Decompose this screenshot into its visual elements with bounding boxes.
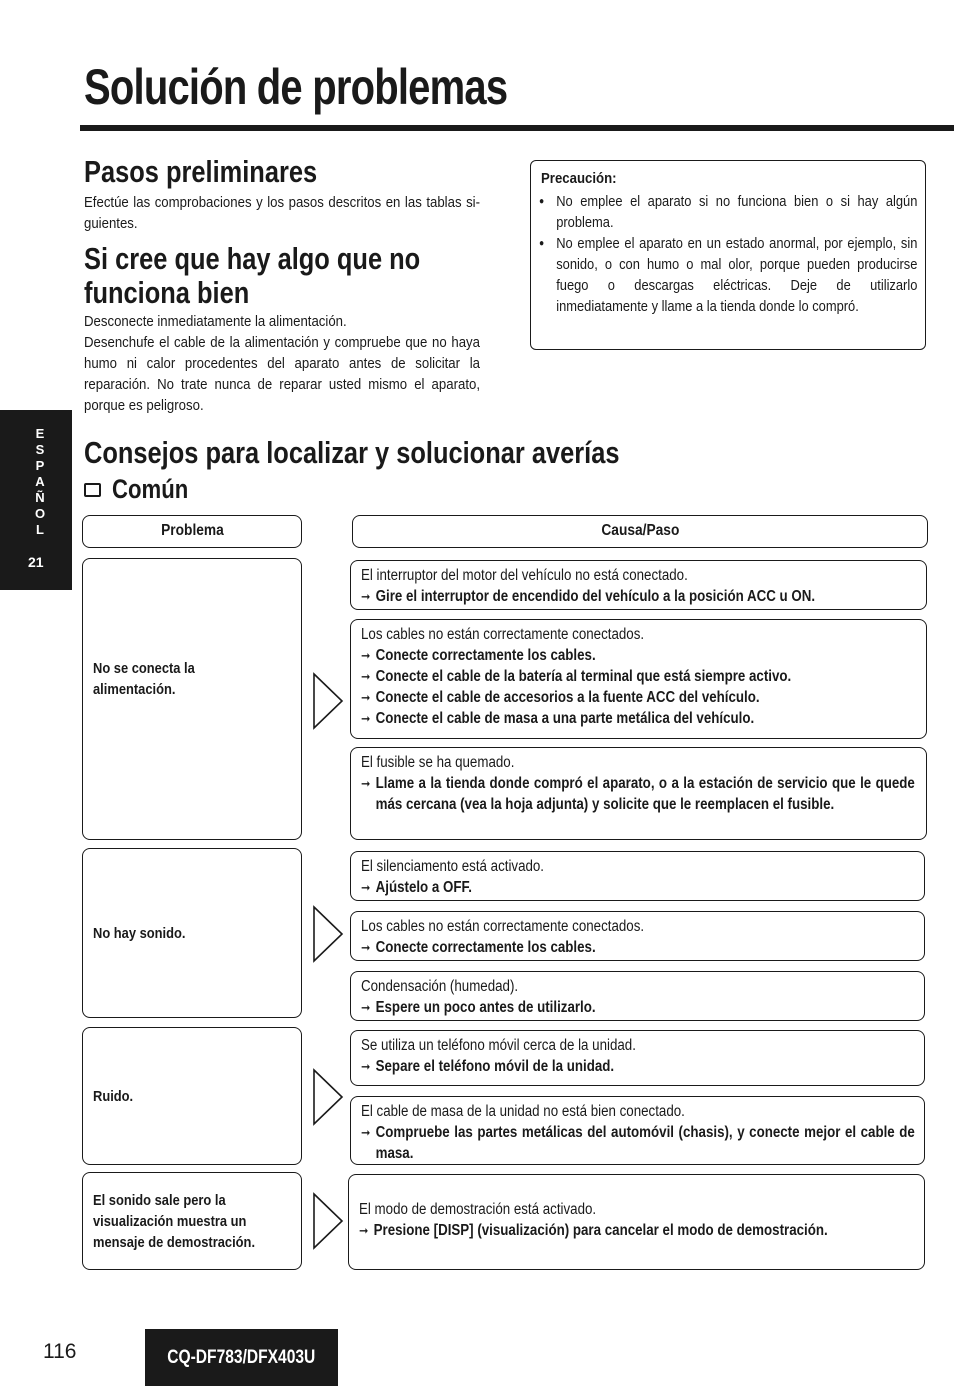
side-tab-letter: E: [35, 426, 45, 441]
cause-box: [350, 911, 925, 961]
cause-text: El silenciamento está activado.: [361, 858, 545, 875]
side-tab-letter: P: [35, 458, 45, 473]
cause-box: [350, 851, 925, 901]
language-side-tab: [0, 410, 72, 590]
problem-label: El sonido sale pero la visualización muestra un mensaje de demostración.: [93, 1191, 256, 1251]
cause-box: [350, 971, 925, 1021]
cause-column-header: [352, 515, 928, 548]
problem-box-power: [82, 558, 302, 840]
cause-box: [350, 560, 927, 610]
precaution-list: [539, 191, 917, 317]
problem-box-demo: [82, 1172, 302, 1270]
side-tab-letter: S: [35, 442, 45, 457]
preliminary-paragraph: Efectúe las comprobaciones y los pasos descritos en las tablas si-guientes.: [84, 194, 480, 232]
cause-text: El modo de demostración está activado.: [359, 1201, 597, 1218]
precaution-item: ● No emplee el aparato si no funciona bien o si hay algún problema.: [539, 191, 917, 233]
cause-step: ➞ Separe el teléfono móvil de la unidad.: [361, 1056, 915, 1077]
page-number: 116: [43, 1340, 77, 1363]
cause-box: [350, 747, 927, 840]
side-tab-letter: Ñ: [35, 490, 45, 505]
arrow-right-icon: [312, 1192, 344, 1250]
preliminary-heading: Pasos preliminares: [84, 154, 318, 189]
precaution-item: ● No emplee el aparato en un estado anormal, por ejemplo, sin sonido, o con humo o mal olor, porque pueden producirse fuego o descargas eléctricas. Deje de utilizarlo inmediatamente y llame a la tienda donde lo compró.: [539, 233, 917, 317]
not-working-text: [84, 311, 480, 416]
arrow-right-icon: [312, 672, 344, 730]
cause-step: ➞ Conecte el cable de masa a una parte metálica del vehículo.: [361, 708, 915, 729]
not-working-paragraph-1: Desconecte inmediatamente la alimentación.: [84, 313, 347, 330]
cause-text: El fusible se ha quemado.: [361, 754, 515, 771]
cause-step: ➞ Gire el interruptor de encendido del vehículo a la posición ACC u ON.: [361, 586, 915, 607]
section-box-icon: [84, 483, 101, 497]
problem-label: Ruido.: [93, 1087, 134, 1105]
cause-step: ➞ Conecte correctamente los cables.: [361, 937, 915, 958]
cause-step: ➞ Conecte correctamente los cables.: [361, 645, 915, 666]
precaution-title: Precaución:: [541, 170, 617, 187]
tips-heading: Consejos para localizar y solucionar averías: [84, 435, 620, 470]
cause-text: El cable de masa de la unidad no está bien conectado.: [361, 1103, 685, 1120]
cause-step: ➞ Espere un poco antes de utilizarlo.: [361, 997, 915, 1018]
cause-text: Los cables no están correctamente conectados.: [361, 918, 645, 935]
not-working-paragraph-2: Desenchufe el cable de la alimentación y compruebe que no haya humo ni calor procedentes del aparato antes de solicitar la reparación. No trate nunca de reparar usted mismo el aparato, porque es peligroso.: [84, 334, 480, 414]
cause-step: ➞ Llame a la tienda donde compró el aparato, o a la estación de servicio que le quede más cercana (vea la hoja adjunta) y solicite que le reemplacen el fusible.: [361, 773, 915, 815]
arrow-right-icon: [312, 1068, 344, 1126]
side-tab-page: 21: [28, 554, 44, 570]
side-tab-letter: L: [36, 522, 44, 537]
cause-text: El interruptor del motor del vehículo no está conectado.: [361, 567, 688, 584]
cause-text: Los cables no están correctamente conectados.: [361, 626, 645, 643]
problem-box-no-sound: [82, 848, 302, 1018]
arrow-right-icon: [312, 905, 344, 963]
side-tab-letter: O: [34, 506, 46, 521]
cause-box: [350, 619, 927, 739]
cause-step: ➞ Compruebe las partes metálicas del automóvil (chasis), y conecte mejor el cable de masa.: [361, 1122, 915, 1164]
problem-column-header: [82, 515, 302, 548]
cause-step: ➞ Presione [DISP] (visualización) para cancelar el modo de demostración.: [359, 1220, 913, 1241]
cause-box: [348, 1174, 925, 1270]
model-label-text: CQ-DF783/DFX403U: [167, 1346, 316, 1368]
common-subheading: Común: [112, 474, 189, 504]
problem-column-label: Problema: [160, 522, 224, 539]
side-tab-letter: A: [35, 474, 45, 489]
not-working-heading-line1: Si cree que hay algo que no: [84, 241, 421, 276]
title-rule: [80, 125, 954, 131]
cause-text: Condensación (humedad).: [361, 978, 519, 995]
model-label: [145, 1329, 338, 1386]
cause-text: Se utiliza un teléfono móvil cerca de la unidad.: [361, 1037, 636, 1054]
preliminary-text: [84, 192, 480, 234]
precaution-box: [530, 160, 926, 350]
page-title: Solución de problemas: [84, 59, 508, 115]
cause-step: ➞ Ajústelo a OFF.: [361, 877, 915, 898]
cause-box: [350, 1096, 925, 1165]
problem-label: No hay sonido.: [93, 924, 186, 942]
cause-step: ➞ Conecte el cable de accesorios a la fuente ACC del vehículo.: [361, 687, 915, 708]
problem-label: No se conecta la alimentación.: [93, 660, 195, 698]
cause-column-label: Causa/Paso: [600, 522, 680, 539]
cause-step: ➞ Conecte el cable de la batería al terminal que está siempre activo.: [361, 666, 915, 687]
cause-box: [350, 1030, 925, 1086]
not-working-heading-line2: funciona bien: [84, 275, 250, 310]
problem-box-noise: [82, 1027, 302, 1165]
